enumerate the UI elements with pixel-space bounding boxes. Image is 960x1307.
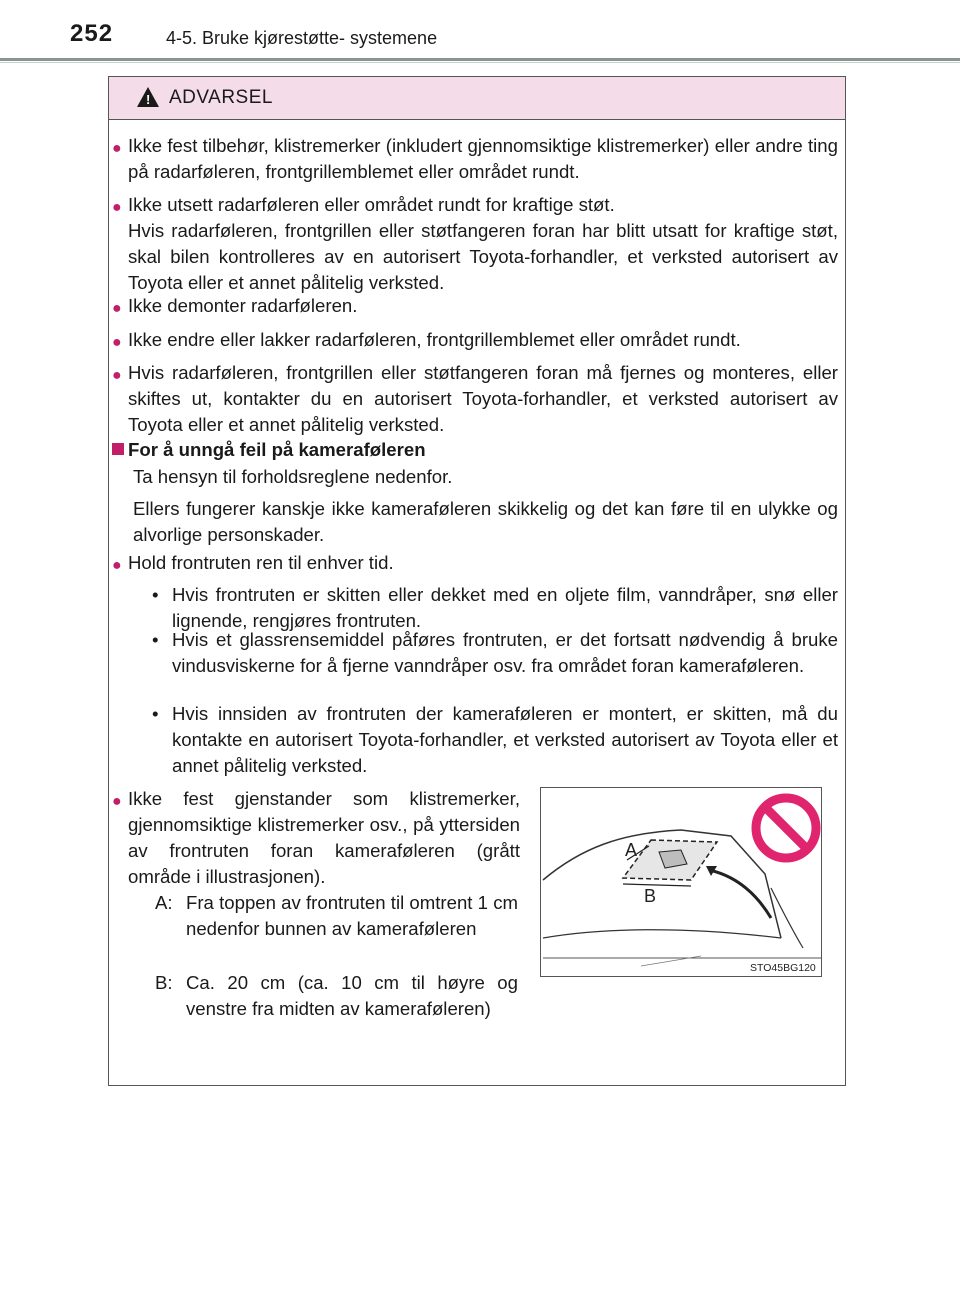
- marker-a: A: [625, 840, 638, 860]
- chapter-title: 4-5. Bruke kjørestøtte- systemene: [166, 28, 438, 48]
- sticker-bullet: Ikke fest gjenstander som klistremerker, gjennomsiktige klistremerker osv., på yttersiden av frontruten foran kameraføleren (grått område i illustrasjonen).: [128, 788, 520, 887]
- bullet-dot-icon: ●: [112, 557, 122, 574]
- windshield-drawing: [541, 788, 821, 976]
- bullet-dot-icon: ●: [112, 199, 122, 216]
- bullet-dot-icon: ●: [112, 367, 122, 384]
- bullet-dot-icon: ●: [112, 140, 122, 157]
- label-a: A:: [155, 892, 173, 913]
- illustration-code: STO45BG120: [750, 962, 816, 974]
- section-title: For å unngå feil på kameraføleren: [128, 439, 426, 460]
- warning-bullet-3: Ikke demonter radarføleren.: [128, 295, 358, 316]
- page-number: 252: [70, 20, 114, 47]
- bullet-dot-icon: ●: [112, 334, 122, 351]
- warning-bullet-2: Ikke utsett radarføleren eller området rundt for kraftige støt.: [128, 194, 615, 215]
- text-b: Ca. 20 cm (ca. 10 cm til høyre og venstre fra midten av kameraføleren): [186, 972, 518, 1019]
- warning-bullet-4: Ikke endre eller lakker radarføleren, frontgrillemblemet eller området rundt.: [128, 329, 741, 350]
- hold-bullet: Hold frontruten ren til enhver tid.: [128, 552, 394, 573]
- section-square-icon: [112, 443, 124, 455]
- sub-item-1: Hvis frontruten er skitten eller dekket med en oljete film, vanndråper, snø eller lignende, rengjøres frontruten.: [172, 584, 838, 631]
- label-b: B:: [155, 972, 173, 993]
- section-intro: Ta hensyn til forholdsreglene nedenfor.: [133, 466, 453, 487]
- warning-bullet-2-continuation: Hvis radarføleren, frontgrillen eller støtfangeren foran har blitt utsatt for kraftige støt, skal bilen kontrolleres av en autorisert Toyota-forhandler, et verksted autorisert av Toyota eller et annet pålitelig verksted.: [128, 220, 838, 293]
- warning-title: ADVARSEL: [169, 87, 273, 108]
- section-paragraph: Ellers fungerer kanskje ikke kameraføleren skikkelig og det kan føre til en ulykke og alvorlige personskader.: [133, 498, 838, 545]
- windshield-illustration: [540, 787, 822, 977]
- header-divider: [0, 58, 960, 61]
- marker-b: B: [644, 886, 657, 906]
- warning-bullet-1: Ikke fest tilbehør, klistremerker (inkludert gjennomsiktige klistremerker) eller andre ting på radarføleren, frontgrillemblemet eller området rundt.: [128, 135, 838, 182]
- sub-bullet-icon: •: [152, 584, 159, 605]
- sub-bullet-icon: •: [152, 703, 159, 724]
- sub-bullet-icon: •: [152, 629, 159, 650]
- bullet-dot-icon: ●: [112, 793, 122, 810]
- header-divider-thin: [0, 62, 960, 63]
- text-a: Fra toppen av frontruten til omtrent 1 cm nedenfor bunnen av kameraføleren: [186, 892, 518, 939]
- warning-bullet-5: Hvis radarføleren, frontgrillen eller støtfangeren foran må fjernes og monteres, eller skiftes ut, kontakter du en autorisert Toyota-forhandler, et verksted autorisert av Toyota eller et annet pålitelig verksted.: [128, 362, 838, 435]
- sub-item-3: Hvis innsiden av frontruten der kameraføleren er montert, er skitten, må du kontakte en autorisert Toyota-forhandler, et verksted autorisert av Toyota eller et annet pålitelig verksted.: [172, 703, 838, 776]
- warning-header: [109, 77, 845, 120]
- page-header: [0, 0, 960, 62]
- bullet-dot-icon: ●: [112, 300, 122, 317]
- sub-item-2: Hvis et glassrensemiddel påføres frontruten, er det fortsatt nødvendig å bruke vindusviskerne for å fjerne vanndråper osv. fra området foran kameraføleren.: [172, 629, 838, 676]
- warning-triangle-icon: !: [137, 87, 159, 107]
